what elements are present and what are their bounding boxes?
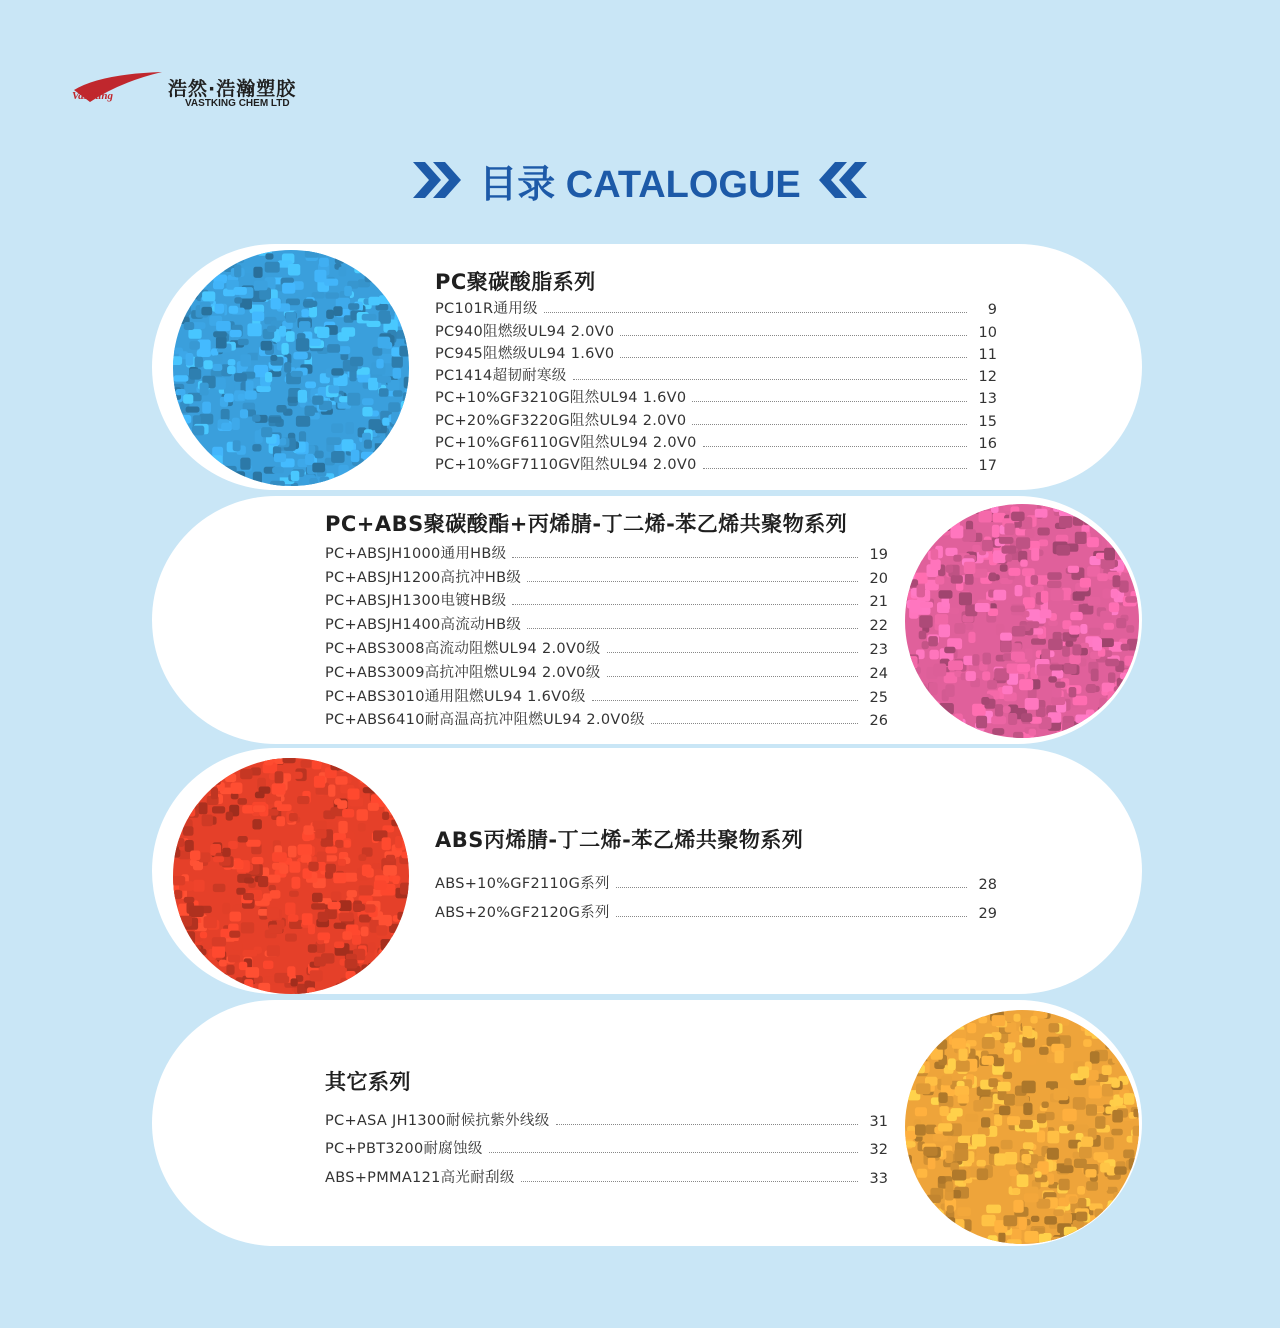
- section-title-pc-abs: PC+ABS聚碳酸酯+丙烯腈-丁二烯-苯乙烯共聚物系列: [325, 512, 848, 536]
- toc-item[interactable]: [325, 610, 888, 634]
- dot-leader: [620, 357, 967, 358]
- toc-item-label: PC+ASA JH1300耐候抗紫外线级: [325, 1112, 550, 1129]
- toc-item[interactable]: [325, 539, 888, 563]
- blue-granules-image: [173, 250, 409, 486]
- toc-item[interactable]: [325, 1101, 888, 1130]
- toc-item-label: PC+ABS6410耐高温高抗冲阻燃UL94 2.0V0级: [325, 712, 645, 729]
- dot-leader: [544, 312, 967, 313]
- dot-leader: [703, 468, 967, 469]
- toc-item[interactable]: [325, 682, 888, 706]
- toc-item-label: PC+10%GF7110GV阻然UL94 2.0V0: [435, 457, 697, 474]
- dot-leader: [527, 581, 858, 582]
- dot-leader: [512, 604, 858, 605]
- dot-leader: [620, 335, 967, 336]
- toc-item-page: 17: [978, 458, 997, 475]
- toc-item-page: 26: [869, 713, 888, 730]
- toc-item-label: PC+10%GF3210G阻然UL94 1.6V0: [435, 390, 687, 407]
- section-title-abs: ABS丙烯腈-丁二烯-苯乙烯共聚物系列: [435, 828, 804, 852]
- page-title: 目录 CATALOGUE: [479, 163, 801, 206]
- toc-item-label: PC945阻燃级UL94 1.6V0: [435, 345, 615, 362]
- toc-item-label: PC101R通用级: [435, 301, 538, 318]
- toc-item-label: ABS+10%GF2110G系列: [435, 876, 610, 892]
- toc-item-label: PC+20%GF3220G阻然UL94 2.0V0: [435, 412, 687, 429]
- toc-item-page: 19: [869, 546, 888, 563]
- toc-list-pc: [435, 296, 997, 474]
- catalogue-heading: [0, 150, 1280, 210]
- toc-item-page: 31: [869, 1113, 888, 1130]
- logo-brand: VastKing: [72, 90, 113, 102]
- toc-item-label: PC1414超韧耐寒级: [435, 368, 567, 385]
- toc-item-page: 29: [978, 906, 997, 922]
- toc-item-page: 11: [978, 346, 997, 363]
- toc-item[interactable]: [325, 706, 888, 730]
- dot-leader: [527, 628, 858, 629]
- dot-leader: [692, 424, 967, 425]
- logo-english-name: VASTKING CHEM LTD: [185, 98, 290, 109]
- toc-item[interactable]: [435, 893, 997, 922]
- toc-item[interactable]: [435, 341, 997, 363]
- toc-item-label: PC+ABSJH1200高抗冲HB级: [325, 569, 522, 586]
- toc-item-label: PC+ABS3010通用阻燃UL94 1.6V0级: [325, 688, 586, 705]
- toc-item[interactable]: [325, 658, 888, 682]
- toc-item-page: 13: [978, 391, 997, 408]
- toc-item-label: PC+ABSJH1400高流动HB级: [325, 617, 522, 634]
- dot-leader: [651, 723, 858, 724]
- toc-item-page: 15: [978, 413, 997, 430]
- toc-item-page: 21: [869, 594, 888, 611]
- toc-item-page: 24: [869, 665, 888, 682]
- toc-item-label: PC+ABSJH1300电镀HB级: [325, 593, 507, 610]
- toc-item[interactable]: [435, 430, 997, 452]
- toc-item[interactable]: [325, 587, 888, 611]
- swoosh-logo-icon: [70, 68, 170, 108]
- toc-item[interactable]: [325, 563, 888, 587]
- toc-item-label: PC+ABS3008高流动阻燃UL94 2.0V0级: [325, 640, 601, 657]
- toc-item[interactable]: [435, 452, 997, 474]
- company-logo: [70, 68, 330, 116]
- toc-list-abs: [435, 864, 997, 922]
- toc-item[interactable]: [325, 634, 888, 658]
- double-chevron-left-icon: [815, 158, 869, 202]
- red-granules-image: [173, 758, 409, 994]
- dot-leader: [703, 446, 967, 447]
- dot-leader: [573, 379, 967, 380]
- toc-item-label: PC+10%GF6110GV阻然UL94 2.0V0: [435, 435, 697, 452]
- toc-item[interactable]: [435, 296, 997, 318]
- toc-item[interactable]: [435, 864, 997, 893]
- toc-item[interactable]: [435, 318, 997, 340]
- dot-leader: [512, 557, 858, 558]
- toc-item[interactable]: [325, 1130, 888, 1159]
- toc-item-page: 32: [869, 1142, 888, 1158]
- toc-item[interactable]: [325, 1158, 888, 1187]
- toc-item-page: 22: [869, 618, 888, 635]
- toc-item-page: 33: [869, 1170, 888, 1187]
- orange-granules-image: [905, 1010, 1139, 1244]
- dot-leader: [616, 916, 967, 917]
- dot-leader: [607, 652, 859, 653]
- dot-leader: [592, 700, 858, 701]
- toc-item-page: 9: [987, 302, 997, 319]
- toc-item-label: PC940阻燃级UL94 2.0V0: [435, 323, 615, 340]
- toc-item-page: 28: [978, 877, 997, 893]
- toc-item[interactable]: [435, 385, 997, 407]
- dot-leader: [607, 676, 859, 677]
- dot-leader: [489, 1152, 858, 1153]
- dot-leader: [692, 401, 967, 402]
- section-title-pc: PC聚碳酸脂系列: [435, 270, 596, 294]
- toc-item-page: 16: [978, 436, 997, 453]
- toc-item[interactable]: [435, 363, 997, 385]
- toc-item-page: 23: [869, 641, 888, 658]
- toc-item-label: ABS+PMMA121高光耐刮级: [325, 1169, 515, 1186]
- logo-chinese-name: 浩然·浩瀚塑胶: [168, 78, 297, 100]
- toc-item-label: ABS+20%GF2120G系列: [435, 905, 610, 921]
- toc-item-label: PC+ABS3009高抗冲阻燃UL94 2.0V0级: [325, 664, 601, 681]
- dot-leader: [616, 887, 967, 888]
- toc-item-page: 20: [869, 570, 888, 587]
- section-title-other: 其它系列: [325, 1070, 411, 1094]
- double-chevron-right-icon: [411, 158, 465, 202]
- dot-leader: [521, 1181, 858, 1182]
- toc-item-page: 12: [978, 369, 997, 386]
- toc-list-pc-abs: [325, 539, 888, 729]
- toc-item-label: PC+ABSJH1000通用HB级: [325, 545, 507, 562]
- toc-item-label: PC+PBT3200耐腐蚀级: [325, 1141, 483, 1157]
- dot-leader: [556, 1124, 858, 1125]
- toc-item-page: 10: [978, 324, 997, 341]
- toc-item-page: 25: [869, 689, 888, 706]
- toc-item[interactable]: [435, 407, 997, 429]
- toc-list-other: [325, 1101, 888, 1187]
- pink-granules-image: [905, 504, 1139, 738]
